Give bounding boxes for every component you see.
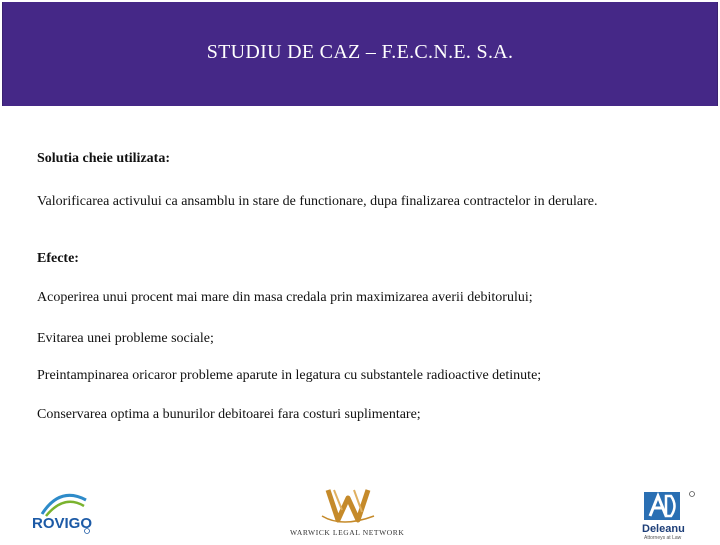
rovigo-text: ROVIGO bbox=[32, 515, 93, 532]
solution-heading: Solutia cheie utilizata: bbox=[37, 151, 170, 166]
effects-heading: Efecte: bbox=[37, 251, 79, 266]
deleanu-ad-logo-icon bbox=[638, 490, 698, 540]
effect-item: Evitarea unei probleme sociale; bbox=[37, 331, 214, 346]
effect-item: Preintampinarea oricaror probleme aparute in legatura cu substantele radioactive detinute; bbox=[37, 368, 542, 383]
deleanu-text: Deleanu bbox=[642, 523, 685, 535]
slide-header bbox=[0, 0, 720, 108]
rovigo-logo-icon bbox=[30, 488, 94, 540]
warwick-legal-network-logo bbox=[282, 484, 418, 540]
rovigo-logo bbox=[30, 488, 94, 540]
warwick-logo-text: WARWICK LEGAL NETWORK bbox=[290, 528, 405, 537]
effect-item: Conservarea optima a bunurilor debitoarei fara costuri suplimentare; bbox=[37, 407, 421, 422]
solution-text: Valorificarea activului ca ansamblu in stare de functionare, dupa finalizarea contractelor in derulare. bbox=[37, 194, 598, 209]
deleanu-subtext: Attorneys at Law bbox=[644, 535, 682, 540]
effect-item: Acoperirea unui procent mai mare din masa credala prin maximizarea averii debitorului; bbox=[37, 290, 533, 305]
slide-title: STUDIU DE CAZ – F.E.C.N.E. S.A. bbox=[206, 40, 514, 63]
title-band bbox=[2, 2, 718, 106]
deleanu-logo bbox=[638, 490, 698, 540]
